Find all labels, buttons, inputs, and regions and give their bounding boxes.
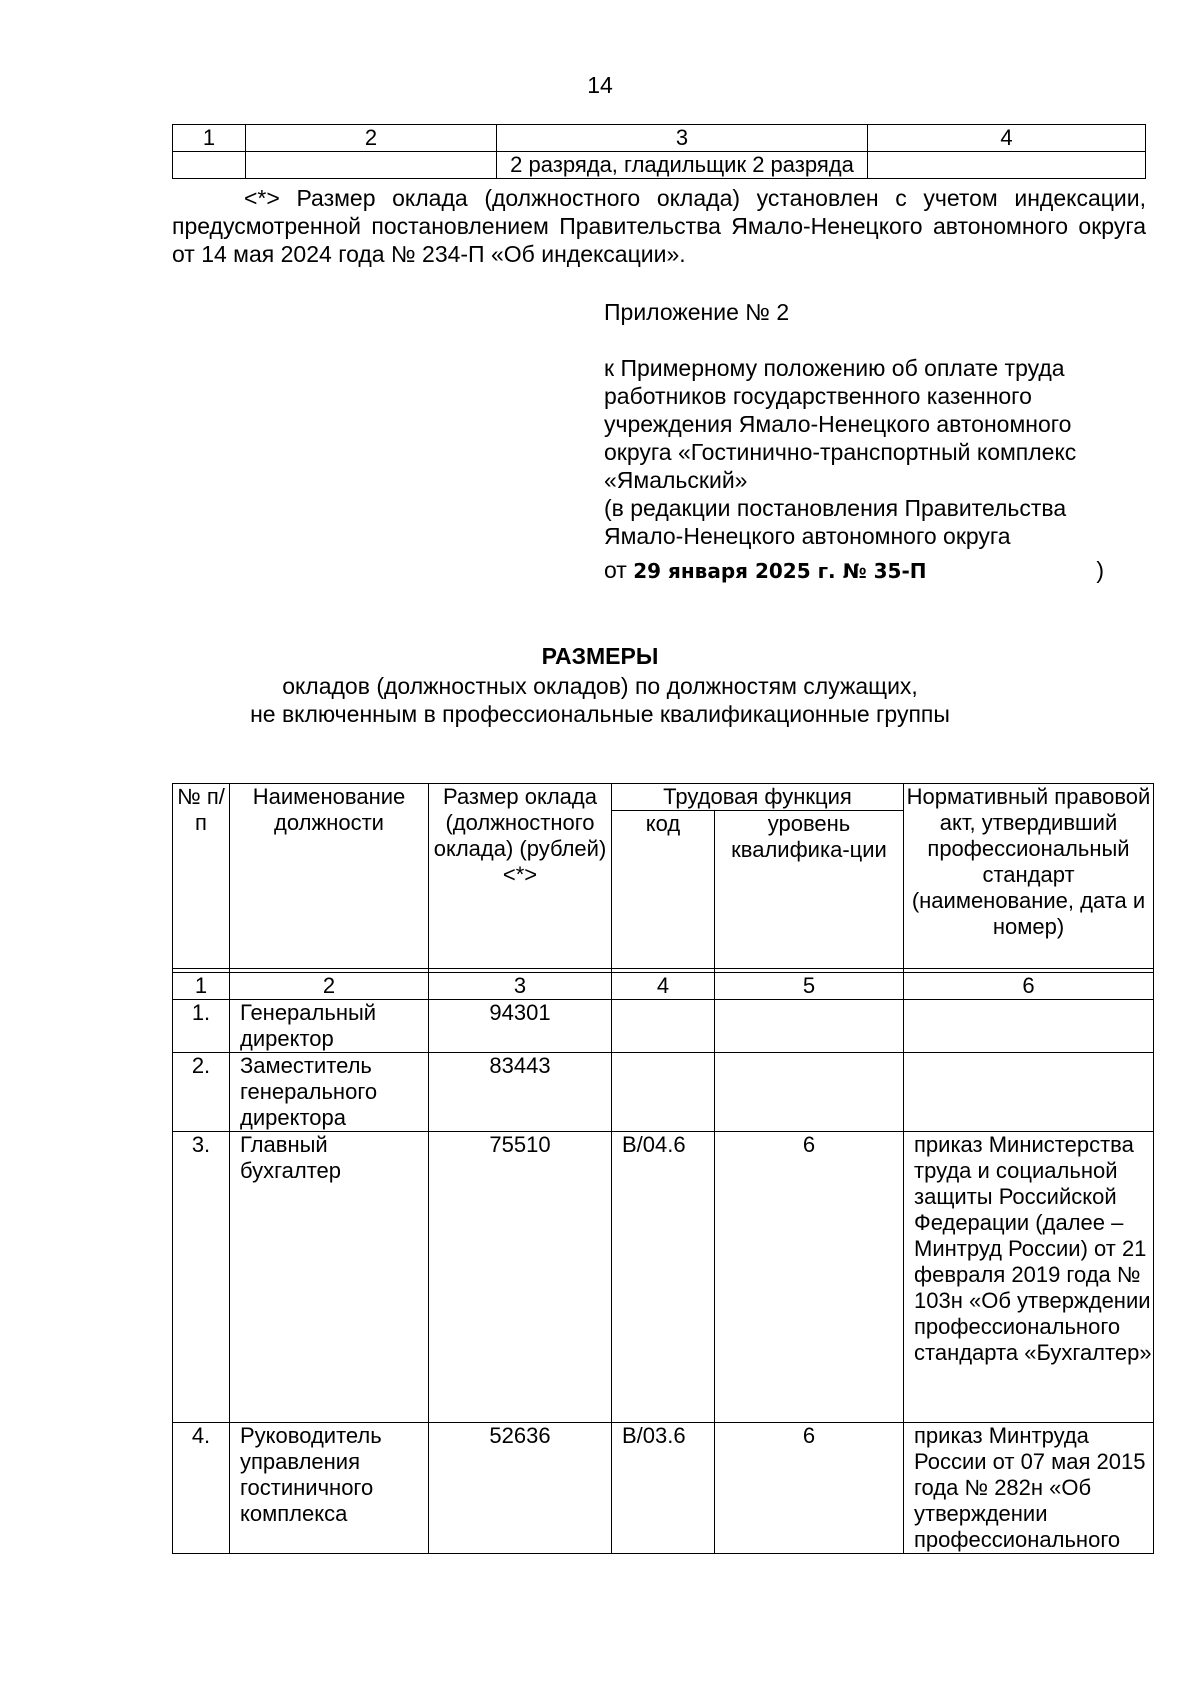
row-salary: 75510 <box>429 1132 612 1423</box>
col-number: 3 <box>429 973 612 1000</box>
header-act: Нормативный правовой акт, утвердивший профессиональный стандарт (наименование, дата и номер) <box>904 784 1154 969</box>
table-row <box>173 1053 1154 1132</box>
appendix-line: «Ямальский» <box>604 467 748 493</box>
document-heading: РАЗМЕРЫ <box>541 643 659 669</box>
row-name: Главный бухгалтер <box>230 1132 429 1423</box>
col-number: 3 <box>497 125 868 152</box>
header-name: Наименование должности <box>230 784 429 969</box>
row-num: 2. <box>173 1053 230 1132</box>
closing-paren: ) <box>1096 557 1104 583</box>
appendix-line: учреждения Ямало-Ненецкого автономного <box>604 411 1072 437</box>
appendix-body <box>604 354 1164 550</box>
row-num: 4. <box>173 1423 230 1554</box>
subheading-line: окладов (должностных окладов) по должностям служащих, <box>282 673 918 699</box>
subheading-line: не включенным в профессиональные квалификационные группы <box>250 701 950 727</box>
row-salary: 83443 <box>429 1053 612 1132</box>
table-row <box>173 152 1146 179</box>
col-number: 4 <box>868 125 1146 152</box>
appendix-line: (в редакции постановления Правительства <box>604 495 1067 521</box>
appendix-date <box>604 556 1124 585</box>
header-code: код <box>612 811 715 969</box>
row-name: Руководитель управления гостиничного комплекса <box>230 1423 429 1554</box>
document-subheading <box>0 672 1200 728</box>
col-number: 2 <box>230 973 429 1000</box>
row-code: B/04.6 <box>612 1132 715 1423</box>
table-header-row <box>173 784 1154 811</box>
row-salary: 52636 <box>429 1423 612 1554</box>
row-act <box>904 1053 1154 1132</box>
appendix-line: Ямало-Ненецкого автономного округа <box>604 523 1011 549</box>
col-number: 1 <box>173 125 246 152</box>
column-number-row <box>173 973 1154 1000</box>
row-level <box>715 1000 904 1053</box>
row-salary: 94301 <box>429 1000 612 1053</box>
row-name: Заместитель генерального директора <box>230 1053 429 1132</box>
row-code <box>612 1000 715 1053</box>
continuation-table <box>172 124 1146 179</box>
footnote: <*> Размер оклада (должностного оклада) установлен с учетом индексации, предусмотренной постановлением Правительства Ямало-Ненецкого автономного округа от 14 мая 2024 года № 234-П «Об индексации». <box>172 185 1146 267</box>
appendix-title: Приложение № 2 <box>604 299 790 325</box>
row-act: приказ Министерства труда и социальной защиты Российской Федерации (далее – Минтруд России) от 21 февраля 2019 года № 103н «Об утверждении профессионального стандарта «Бухгалтер» <box>904 1132 1154 1423</box>
header-labor-function: Трудовая функция <box>612 784 904 811</box>
col-number: 4 <box>612 973 715 1000</box>
table-header-row <box>173 125 1146 152</box>
table-cell <box>173 152 246 179</box>
row-level <box>715 1053 904 1132</box>
appendix-line: округа «Гостинично-транспортный комплекс <box>604 439 1077 465</box>
col-number: 1 <box>173 973 230 1000</box>
appendix-line: работников государственного казенного <box>604 383 1032 409</box>
table-cell: 2 разряда, гладильщик 2 разряда <box>497 152 868 179</box>
row-act <box>904 1000 1154 1053</box>
table-cell <box>868 152 1146 179</box>
page-number: 14 <box>587 72 613 98</box>
appendix-line: к Примерному положению об оплате труда <box>604 355 1065 381</box>
header-level: уровень квалифика-ции <box>715 811 904 969</box>
header-num: № п/п <box>173 784 230 969</box>
col-number: 5 <box>715 973 904 1000</box>
header-salary: Размер оклада (должностного оклада) (рублей) <*> <box>429 784 612 969</box>
table-row <box>173 1132 1154 1423</box>
table-row <box>173 1423 1154 1554</box>
row-name: Генеральный директор <box>230 1000 429 1053</box>
row-level: 6 <box>715 1132 904 1423</box>
row-num: 3. <box>173 1132 230 1423</box>
col-number: 6 <box>904 973 1154 1000</box>
row-level: 6 <box>715 1423 904 1554</box>
row-code: B/03.6 <box>612 1423 715 1554</box>
date-prefix: от <box>604 557 627 583</box>
table-row <box>173 1000 1154 1053</box>
table-cell <box>246 152 497 179</box>
row-code <box>612 1053 715 1132</box>
row-act: приказ Минтруда России от 07 мая 2015 года № 282н «Об утверждении профессионального <box>904 1423 1154 1554</box>
row-num: 1. <box>173 1000 230 1053</box>
col-number: 2 <box>246 125 497 152</box>
resolution-reference: 29 января 2025 г. № 35-П <box>633 559 927 583</box>
salary-table <box>172 783 1154 1554</box>
